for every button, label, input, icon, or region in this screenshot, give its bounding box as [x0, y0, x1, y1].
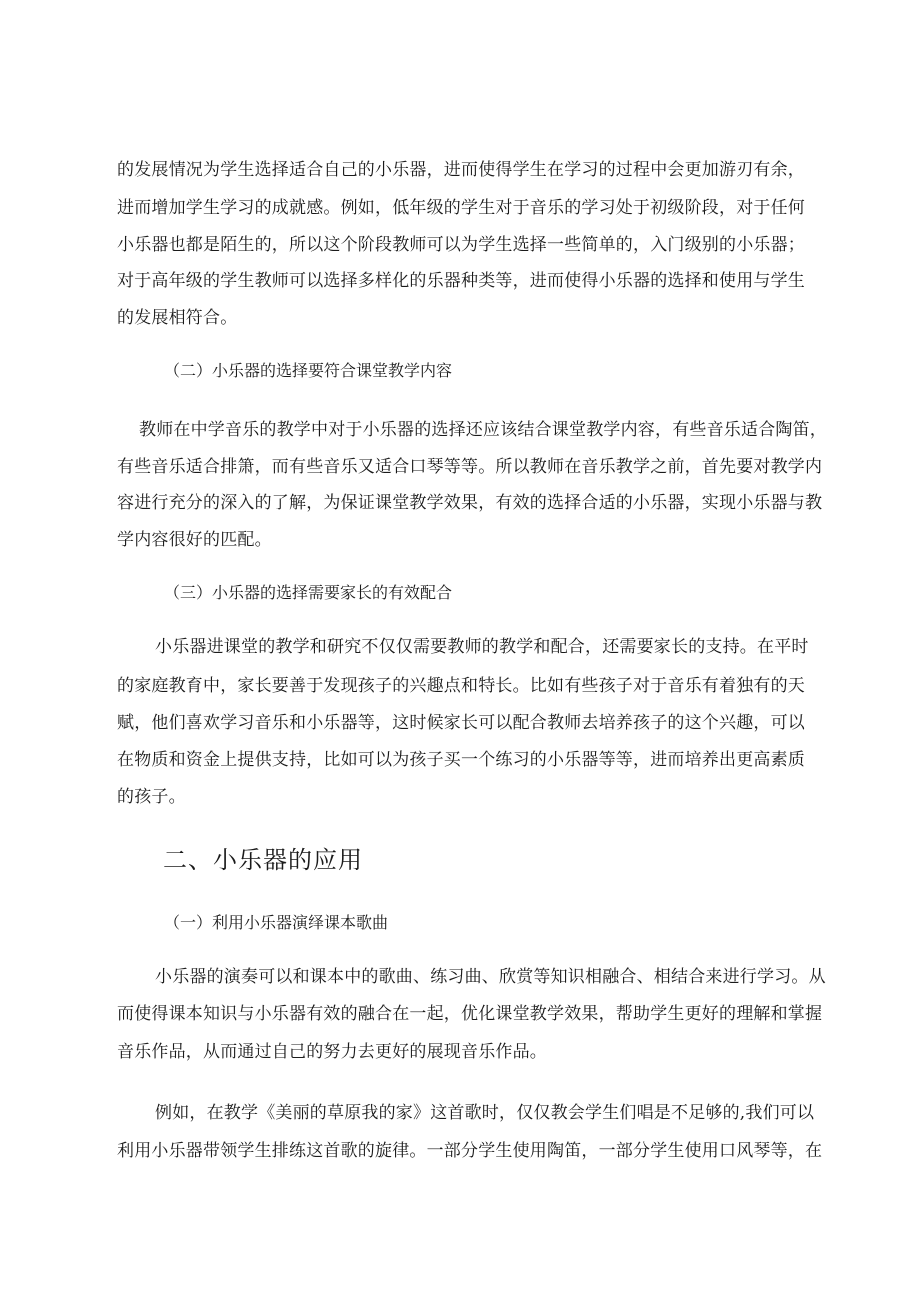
- paragraph-line: 而使得课本知识与小乐器有效的融合在一起，优化课堂教学效果，帮助学生更好的理解和掌握: [117, 1004, 823, 1024]
- subsection-heading: （二）小乐器的选择要符合课堂教学内容: [164, 361, 453, 380]
- paragraph-line: 例如，在教学《美丽的草原我的家》这首歌时，仅仅教会学生们唱是不足够的,我们可以: [155, 1103, 815, 1123]
- paragraph-line: 利用小乐器带领学生排练这首歌的旋律。一部分学生使用陶笛，一部分学生使用口风琴等，在: [117, 1141, 823, 1161]
- subsection-heading: （一）利用小乐器演绎课本歌曲: [164, 913, 389, 932]
- paragraph-line: 的孩子。: [117, 787, 186, 807]
- paragraph-line: 对于高年级的学生教师可以选择多样化的乐器种类等，进而使得小乐器的选择和使用与学生: [117, 271, 805, 291]
- paragraph-line: 的发展情况为学生选择适合自己的小乐器，进而使得学生在学习的过程中会更加游刃有余，: [117, 160, 805, 180]
- paragraph-line: 进而增加学生学习的成就感。例如，低年级的学生对于音乐的学习处于初级阶段，对于任何: [117, 198, 805, 218]
- section-heading: 二、小乐器的应用: [163, 846, 363, 874]
- paragraph-line: 音乐作品，从而通过自己的努力去更好的展现音乐作品。: [117, 1042, 547, 1062]
- subsection-heading: （三）小乐器的选择需要家长的有效配合: [164, 583, 453, 602]
- paragraph-line: 赋，他们喜欢学习音乐和小乐器等，这时候家长可以配合教师去培养孩子的这个兴趣，可以: [117, 713, 805, 733]
- paragraph-line: 在物质和资金上提供支持，比如可以为孩子买一个练习的小乐器等等，进而培养出更高素质: [117, 750, 805, 770]
- paragraph-line: 的家庭教育中，家长要善于发现孩子的兴趣点和特长。比如有些孩子对于音乐有着独有的天: [117, 676, 805, 696]
- paragraph-line: 学内容很好的匹配。: [117, 530, 272, 550]
- paragraph-line: 的发展相符合。: [117, 308, 238, 328]
- paragraph-line: 有些音乐适合排箫，而有些音乐又适合口琴等等。所以教师在音乐教学之前，首先要对教学内: [117, 457, 823, 477]
- paragraph-line: 容进行充分的深入的了解，为保证课堂教学效果，有效的选择合适的小乐器，实现小乐器与教: [117, 493, 823, 513]
- paragraph-line: 小乐器也都是陌生的，所以这个阶段教师可以为学生选择一些简单的，入门级别的小乐器；: [117, 235, 805, 255]
- paragraph-line: 教师在中学音乐的教学中对于小乐器的选择还应该结合课堂教学内容，有些音乐适合陶笛，: [139, 420, 827, 440]
- paragraph-line: 小乐器进课堂的教学和研究不仅仅需要教师的教学和配合，还需要家长的支持。在平时: [155, 637, 809, 657]
- paragraph-line: 小乐器的演奏可以和课本中的歌曲、练习曲、欣赏等知识相融合、相结合来进行学习。从: [155, 967, 826, 987]
